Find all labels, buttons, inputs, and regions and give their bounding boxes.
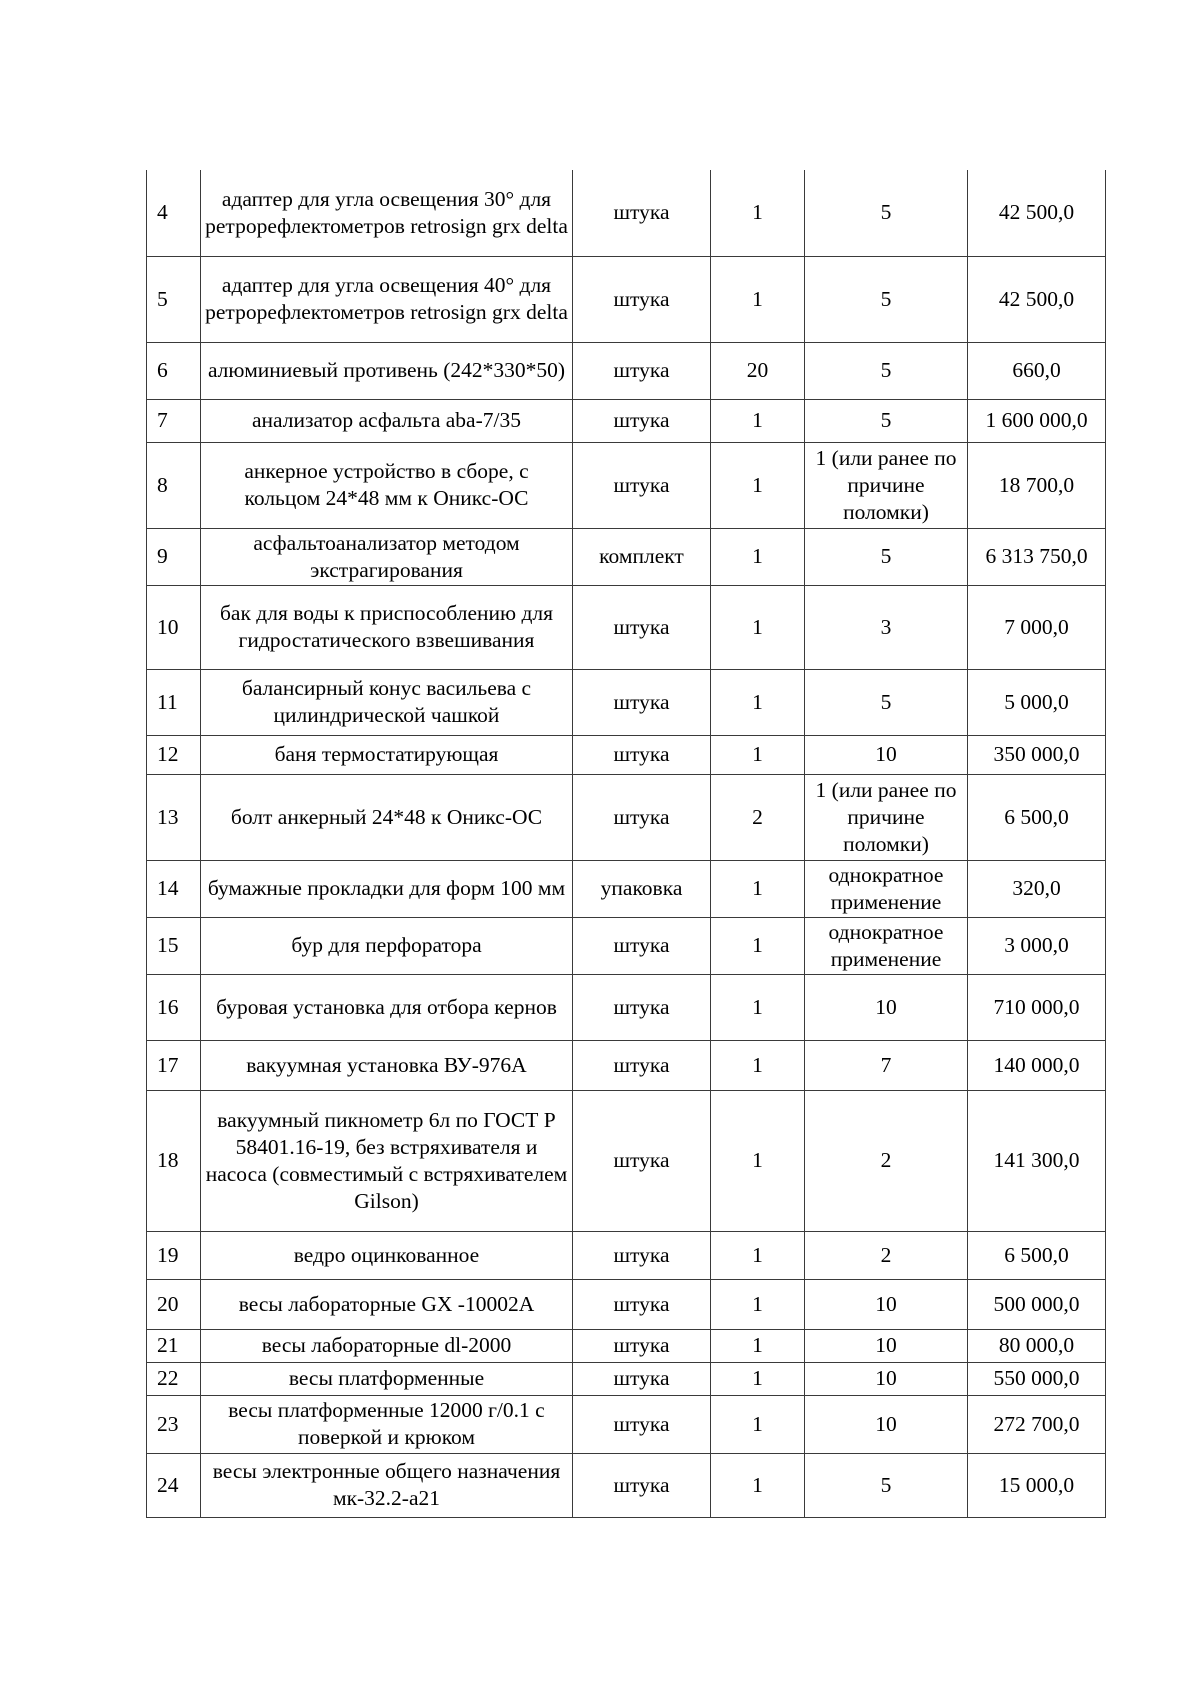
row-number: 8 <box>147 442 201 528</box>
row-number: 10 <box>147 585 201 669</box>
item-quantity: 1 <box>711 1395 805 1453</box>
item-service-life: 1 (или ранее по причине поломки) <box>805 774 968 860</box>
item-price: 140 000,0 <box>968 1040 1106 1090</box>
item-quantity: 1 <box>711 1090 805 1231</box>
row-number: 15 <box>147 917 201 974</box>
item-name: весы электронные общего назначения мк-32.2-а21 <box>201 1453 573 1517</box>
item-price: 5 000,0 <box>968 669 1106 735</box>
row-number: 6 <box>147 342 201 399</box>
item-service-life: 10 <box>805 974 968 1040</box>
item-name: адаптер для угла освещения 30° для ретрорефлектометров retrosign grx delta <box>201 170 573 256</box>
row-number: 5 <box>147 256 201 342</box>
item-unit: штука <box>573 256 711 342</box>
item-unit: штука <box>573 442 711 528</box>
item-unit: комплект <box>573 528 711 585</box>
item-service-life: 1 (или ранее по причине поломки) <box>805 442 968 528</box>
table-row <box>147 917 1106 974</box>
table-row <box>147 1453 1106 1517</box>
item-unit: штука <box>573 1231 711 1279</box>
table-row <box>147 774 1106 860</box>
row-number: 9 <box>147 528 201 585</box>
item-quantity: 1 <box>711 528 805 585</box>
item-service-life: 5 <box>805 399 968 442</box>
item-name: баня термостатирующая <box>201 735 573 774</box>
item-quantity: 1 <box>711 860 805 917</box>
item-service-life: 5 <box>805 528 968 585</box>
item-service-life: 10 <box>805 1395 968 1453</box>
item-price: 42 500,0 <box>968 170 1106 256</box>
item-name: болт анкерный 24*48 к Оникс-ОС <box>201 774 573 860</box>
item-price: 18 700,0 <box>968 442 1106 528</box>
item-name: асфальтоанализатор методом экстрагирования <box>201 528 573 585</box>
table-row <box>147 442 1106 528</box>
item-service-life: 3 <box>805 585 968 669</box>
row-number: 24 <box>147 1453 201 1517</box>
item-unit: штука <box>573 774 711 860</box>
table-row <box>147 1362 1106 1395</box>
item-price: 141 300,0 <box>968 1090 1106 1231</box>
item-quantity: 1 <box>711 1453 805 1517</box>
table-row <box>147 170 1106 256</box>
item-unit: штука <box>573 1040 711 1090</box>
item-quantity: 1 <box>711 585 805 669</box>
item-name: весы платформенные <box>201 1362 573 1395</box>
item-name: буровая установка для отбора кернов <box>201 974 573 1040</box>
item-quantity: 1 <box>711 735 805 774</box>
table-row <box>147 735 1106 774</box>
item-service-life: 5 <box>805 256 968 342</box>
item-quantity: 1 <box>711 399 805 442</box>
item-name: вакуумный пикнометр 6л по ГОСТ Р 58401.16-19, без встряхивателя и насоса (совместимый с встряхивателем Gilson) <box>201 1090 573 1231</box>
item-service-life: однократное применение <box>805 860 968 917</box>
row-number: 22 <box>147 1362 201 1395</box>
table-row <box>147 1231 1106 1279</box>
item-price: 80 000,0 <box>968 1329 1106 1362</box>
item-price: 350 000,0 <box>968 735 1106 774</box>
item-quantity: 1 <box>711 256 805 342</box>
row-number: 20 <box>147 1279 201 1329</box>
row-number: 7 <box>147 399 201 442</box>
item-unit: штука <box>573 585 711 669</box>
table-row <box>147 860 1106 917</box>
row-number: 11 <box>147 669 201 735</box>
item-price: 1 600 000,0 <box>968 399 1106 442</box>
table-row <box>147 528 1106 585</box>
table-row <box>147 974 1106 1040</box>
item-price: 6 500,0 <box>968 1231 1106 1279</box>
item-service-life: 5 <box>805 170 968 256</box>
item-name: весы лабораторные GX -10002A <box>201 1279 573 1329</box>
item-name: балансирный конус васильева с цилиндрической чашкой <box>201 669 573 735</box>
item-name: вакуумная установка ВУ-976А <box>201 1040 573 1090</box>
table-row <box>147 669 1106 735</box>
item-price: 660,0 <box>968 342 1106 399</box>
item-quantity: 1 <box>711 974 805 1040</box>
item-price: 550 000,0 <box>968 1362 1106 1395</box>
item-price: 6 500,0 <box>968 774 1106 860</box>
item-price: 710 000,0 <box>968 974 1106 1040</box>
item-unit: штука <box>573 974 711 1040</box>
item-name: весы платформенные 12000 г/0.1 с поверкой и крюком <box>201 1395 573 1453</box>
item-name: бак для воды к приспособлению для гидростатического взвешивания <box>201 585 573 669</box>
table-row <box>147 399 1106 442</box>
row-number: 18 <box>147 1090 201 1231</box>
row-number: 14 <box>147 860 201 917</box>
item-quantity: 1 <box>711 170 805 256</box>
item-unit: штука <box>573 1395 711 1453</box>
item-price: 500 000,0 <box>968 1279 1106 1329</box>
item-quantity: 1 <box>711 669 805 735</box>
item-unit: упаковка <box>573 860 711 917</box>
table-row <box>147 1395 1106 1453</box>
row-number: 16 <box>147 974 201 1040</box>
table-row <box>147 1040 1106 1090</box>
row-number: 23 <box>147 1395 201 1453</box>
item-name: ведро оцинкованное <box>201 1231 573 1279</box>
item-price: 3 000,0 <box>968 917 1106 974</box>
item-price: 320,0 <box>968 860 1106 917</box>
item-service-life: 2 <box>805 1090 968 1231</box>
item-service-life: 5 <box>805 342 968 399</box>
item-quantity: 1 <box>711 1362 805 1395</box>
item-name: бумажные прокладки для форм 100 мм <box>201 860 573 917</box>
row-number: 19 <box>147 1231 201 1279</box>
item-service-life: 10 <box>805 1279 968 1329</box>
item-unit: штука <box>573 735 711 774</box>
row-number: 17 <box>147 1040 201 1090</box>
item-price: 7 000,0 <box>968 585 1106 669</box>
row-number: 21 <box>147 1329 201 1362</box>
item-quantity: 1 <box>711 917 805 974</box>
table-row <box>147 585 1106 669</box>
item-quantity: 1 <box>711 1040 805 1090</box>
item-unit: штука <box>573 1090 711 1231</box>
item-service-life: 2 <box>805 1231 968 1279</box>
item-name: анкерное устройство в сборе, с кольцом 24*48 мм к Оникс-ОС <box>201 442 573 528</box>
item-quantity: 20 <box>711 342 805 399</box>
item-service-life: однократное применение <box>805 917 968 974</box>
item-price: 42 500,0 <box>968 256 1106 342</box>
table-row <box>147 1090 1106 1231</box>
item-unit: штука <box>573 669 711 735</box>
item-name: адаптер для угла освещения 40° для ретрорефлектометров retrosign grx delta <box>201 256 573 342</box>
table-row <box>147 1279 1106 1329</box>
item-service-life: 10 <box>805 735 968 774</box>
item-unit: штука <box>573 170 711 256</box>
item-quantity: 1 <box>711 1279 805 1329</box>
item-unit: штука <box>573 399 711 442</box>
item-unit: штука <box>573 1362 711 1395</box>
row-number: 12 <box>147 735 201 774</box>
item-quantity: 1 <box>711 1231 805 1279</box>
item-quantity: 2 <box>711 774 805 860</box>
item-unit: штука <box>573 1279 711 1329</box>
row-number: 13 <box>147 774 201 860</box>
item-name: анализатор асфальта aba-7/35 <box>201 399 573 442</box>
item-price: 15 000,0 <box>968 1453 1106 1517</box>
item-service-life: 5 <box>805 1453 968 1517</box>
item-quantity: 1 <box>711 1329 805 1362</box>
item-unit: штука <box>573 1329 711 1362</box>
table-row <box>147 256 1106 342</box>
item-unit: штука <box>573 917 711 974</box>
row-number: 4 <box>147 170 201 256</box>
item-service-life: 7 <box>805 1040 968 1090</box>
item-name: алюминиевый противень (242*330*50) <box>201 342 573 399</box>
item-name: бур для перфоратора <box>201 917 573 974</box>
item-unit: штука <box>573 342 711 399</box>
item-price: 6 313 750,0 <box>968 528 1106 585</box>
item-service-life: 5 <box>805 669 968 735</box>
item-price: 272 700,0 <box>968 1395 1106 1453</box>
table-row <box>147 1329 1106 1362</box>
item-service-life: 10 <box>805 1362 968 1395</box>
item-unit: штука <box>573 1453 711 1517</box>
item-service-life: 10 <box>805 1329 968 1362</box>
equipment-table <box>146 170 1106 1518</box>
item-name: весы лабораторные dl-2000 <box>201 1329 573 1362</box>
item-quantity: 1 <box>711 442 805 528</box>
table-row <box>147 342 1106 399</box>
